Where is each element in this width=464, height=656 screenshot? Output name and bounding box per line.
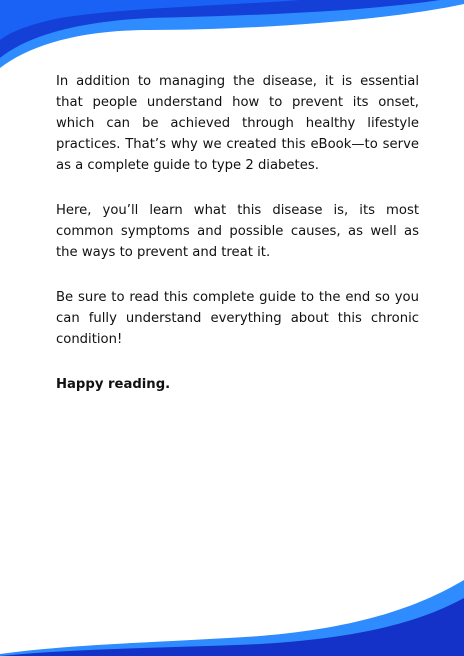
paragraph-intro: In addition to managing the disease, it is essential that people understand how to prevent its onset, which can be achieved through healthy lifestyle practices. That’s why we created this eBook—to serve as a complete guide to type 2 diabetes. xyxy=(56,74,419,173)
paragraph-encouragement: Be sure to read this complete guide to the end so you can fully understand everything about this chronic condition! xyxy=(56,290,419,347)
bottom-wave-decoration xyxy=(0,576,464,656)
document-body xyxy=(56,71,419,395)
top-wave-decoration xyxy=(0,0,464,80)
paragraph-overview: Here, you’ll learn what this disease is, its most common symptoms and possible causes, as well as the ways to prevent and treat it. xyxy=(56,203,419,260)
closing-line: Happy reading. xyxy=(56,377,171,392)
